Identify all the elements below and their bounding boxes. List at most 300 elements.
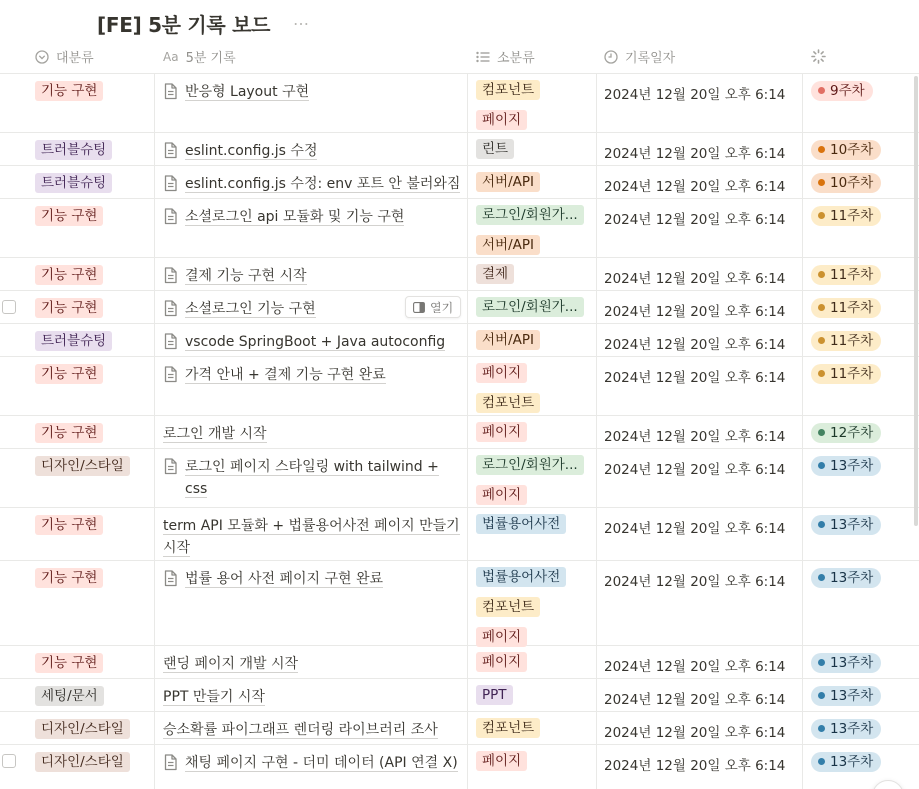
category-cell[interactable] (35, 567, 103, 588)
record-title-text: eslint.config.js 수정 (185, 143, 318, 159)
subcategory-cell[interactable] (476, 363, 540, 417)
subcategory-cell[interactable] (476, 685, 513, 709)
document-icon (163, 333, 178, 354)
table-row[interactable] (0, 291, 919, 324)
status-dot-icon (818, 574, 825, 581)
record-name-cell[interactable] (163, 456, 461, 500)
category-cell[interactable] (35, 652, 103, 673)
week-status-badge (811, 719, 881, 739)
week-label: 9주차 (830, 83, 865, 99)
record-title (185, 173, 460, 195)
document-icon (163, 83, 178, 104)
subcategory-cell[interactable] (476, 422, 527, 446)
subcategory-tag-wrap (476, 597, 566, 621)
column-divider (154, 449, 155, 507)
subcategory-tag-wrap (476, 172, 540, 196)
open-page-button[interactable] (405, 296, 461, 318)
record-title (163, 719, 438, 741)
week-status-badge (811, 686, 881, 706)
subcategory-cell[interactable] (476, 297, 584, 321)
column-label-subcategory: 소분류 (497, 51, 535, 66)
week-status-cell[interactable] (811, 330, 881, 351)
category-tag: 기능 구현 (35, 265, 103, 285)
subcategory-cell[interactable] (476, 718, 540, 742)
category-cell[interactable] (35, 455, 130, 476)
table-row[interactable] (0, 561, 919, 646)
document-icon (163, 175, 178, 196)
status-dot-icon (818, 337, 825, 344)
status-dot-icon (818, 429, 825, 436)
week-status-badge (811, 364, 881, 384)
record-name-cell[interactable] (163, 81, 461, 104)
status-dot-icon (818, 758, 825, 765)
status-dot-icon (818, 146, 825, 153)
status-dot-icon (818, 659, 825, 666)
table-row[interactable] (0, 133, 919, 166)
row-select-checkbox[interactable] (2, 300, 16, 314)
column-divider (596, 291, 597, 323)
record-date[interactable]: 2024년 12월 20일 오후 6:14 (604, 462, 786, 478)
week-status-cell[interactable] (811, 751, 881, 772)
week-status-badge (811, 298, 881, 318)
record-date[interactable]: 2024년 12월 20일 오후 6:14 (604, 146, 786, 162)
column-divider (596, 679, 597, 711)
subcategory-cell[interactable] (476, 172, 540, 196)
subcategory-tag-wrap (476, 514, 566, 538)
subcategory-tag: 결제 (476, 264, 514, 284)
document-icon (163, 300, 178, 321)
category-cell[interactable] (35, 751, 130, 772)
document-icon (163, 754, 178, 775)
week-status-cell[interactable] (811, 205, 881, 226)
record-name-cell[interactable] (163, 140, 461, 163)
record-date[interactable]: 2024년 12월 20일 오후 6:14 (604, 337, 786, 353)
subcategory-tag: 로그인/회원가... (476, 455, 584, 475)
subcategory-tag-wrap (476, 264, 514, 288)
category-cell[interactable] (35, 297, 103, 318)
column-divider (154, 133, 155, 165)
record-title-text: 법률 용어 사전 페이지 구현 완료 (185, 571, 384, 587)
subcategory-tag: 컴포넌트 (476, 718, 540, 738)
table-row[interactable] (0, 508, 919, 561)
column-divider (467, 745, 468, 789)
subcategory-tag: 서버/API (476, 330, 540, 350)
category-tag: 트러블슈팅 (35, 140, 112, 160)
record-date[interactable]: 2024년 12월 20일 오후 6:14 (604, 758, 786, 774)
week-label: 13주차 (830, 517, 874, 533)
week-status-cell[interactable] (811, 422, 881, 443)
column-divider (802, 324, 803, 356)
subcategory-cell[interactable] (476, 455, 584, 509)
record-name-cell[interactable] (163, 331, 461, 354)
record-title-text: 가격 안내 + 결제 기능 구현 완료 (185, 367, 386, 383)
column-divider (596, 449, 597, 507)
column-header-date[interactable] (604, 40, 675, 73)
record-date[interactable]: 2024년 12월 20일 오후 6:14 (604, 521, 786, 537)
column-divider (467, 199, 468, 257)
subcategory-cell[interactable] (476, 80, 540, 134)
category-cell[interactable] (35, 330, 112, 351)
document-icon (163, 208, 178, 229)
record-title (185, 265, 307, 287)
category-tag: 트러블슈팅 (35, 331, 112, 351)
column-divider (467, 449, 468, 507)
status-dot-icon (818, 692, 825, 699)
column-divider (154, 291, 155, 323)
subcategory-cell[interactable] (476, 205, 584, 259)
status-dot-icon (818, 212, 825, 219)
vertical-scrollbar[interactable] (914, 76, 918, 526)
record-title (163, 653, 298, 675)
subcategory-tag-wrap (476, 330, 540, 354)
column-divider (596, 199, 597, 257)
week-status-badge (811, 173, 881, 193)
week-label: 11주차 (830, 300, 874, 316)
subcategory-tag: 서버/API (476, 172, 540, 192)
subcategory-tag: 페이지 (476, 627, 527, 647)
subcategory-tag-wrap (476, 685, 513, 709)
record-title (163, 423, 267, 445)
column-divider (154, 679, 155, 711)
subcategory-tag: 페이지 (476, 485, 527, 505)
record-title-text: term API 모듈화 + 법률용어사전 페이지 만들기 시작 (163, 518, 460, 556)
column-divider (467, 712, 468, 744)
subcategory-tag: 페이지 (476, 652, 527, 672)
week-status-cell[interactable] (811, 514, 881, 535)
category-tag: 기능 구현 (35, 298, 103, 318)
list-icon (476, 51, 490, 63)
column-divider (802, 291, 803, 323)
record-date[interactable]: 2024년 12월 20일 오후 6:14 (604, 659, 786, 675)
week-status-cell[interactable] (811, 567, 881, 588)
week-status-badge (811, 653, 881, 673)
week-label: 13주차 (830, 754, 874, 770)
week-status-badge (811, 568, 881, 588)
subcategory-tag: 로그인/회원가... (476, 297, 584, 317)
category-cell[interactable] (35, 685, 104, 706)
week-status-cell[interactable] (811, 363, 881, 384)
week-label: 13주차 (830, 721, 874, 737)
table-header (0, 40, 919, 74)
record-title (163, 686, 265, 708)
record-name-cell[interactable] (163, 752, 461, 775)
column-divider (802, 357, 803, 415)
column-divider (154, 508, 155, 560)
column-divider (467, 508, 468, 560)
record-date[interactable]: 2024년 12월 20일 오후 6:14 (604, 271, 786, 287)
column-divider (596, 357, 597, 415)
subcategory-tag-wrap (476, 422, 527, 446)
record-title-text: 랜딩 페이지 개발 시작 (163, 656, 299, 672)
column-label-category: 대분류 (56, 51, 94, 66)
subcategory-cell[interactable] (476, 751, 527, 775)
record-title (185, 568, 383, 590)
document-icon (163, 142, 178, 163)
week-status-badge (811, 265, 881, 285)
column-divider (467, 324, 468, 356)
record-name-cell[interactable] (163, 173, 461, 196)
week-status-cell[interactable] (811, 718, 881, 739)
more-options-icon[interactable]: … (293, 10, 310, 29)
record-title (185, 331, 445, 353)
record-title (163, 515, 461, 559)
subcategory-tag: 린트 (476, 139, 514, 159)
column-divider (596, 561, 597, 645)
column-divider (802, 258, 803, 290)
column-divider (154, 258, 155, 290)
table-row[interactable] (0, 324, 919, 357)
subcategory-tag: 컴포넌트 (476, 597, 540, 617)
category-cell[interactable] (35, 172, 112, 193)
category-tag: 기능 구현 (35, 423, 103, 443)
subcategory-tag: 법률용어사전 (476, 514, 566, 534)
table-row[interactable] (0, 449, 919, 508)
document-icon (163, 570, 178, 591)
record-title (185, 298, 316, 320)
column-divider (802, 712, 803, 744)
week-status-badge (811, 456, 881, 476)
table-row[interactable] (0, 357, 919, 416)
subcategory-tag-wrap (476, 485, 584, 509)
subcategory-tag-wrap (476, 751, 527, 775)
subcategory-tag-wrap (476, 652, 527, 676)
column-divider (467, 561, 468, 645)
table-row[interactable] (0, 745, 919, 789)
week-label: 12주차 (830, 425, 874, 441)
row-select-checkbox[interactable] (2, 754, 16, 768)
subcategory-tag-wrap (476, 567, 566, 591)
subcategory-tag-wrap (476, 80, 540, 104)
week-label: 11주차 (830, 366, 874, 382)
column-header-category[interactable] (35, 40, 94, 73)
table-row[interactable] (0, 166, 919, 199)
subcategory-tag: 페이지 (476, 363, 527, 383)
column-divider (154, 416, 155, 448)
subcategory-tag: 컴포넌트 (476, 80, 540, 100)
table-row[interactable] (0, 712, 919, 745)
week-label: 11주차 (830, 333, 874, 349)
column-header-subcategory[interactable] (476, 40, 535, 73)
category-tag: 기능 구현 (35, 206, 103, 226)
week-label: 13주차 (830, 458, 874, 474)
record-title (185, 81, 309, 103)
record-title (185, 140, 317, 162)
status-dot-icon (818, 87, 825, 94)
subcategory-tag-wrap (476, 110, 540, 134)
column-divider (802, 679, 803, 711)
table-row[interactable] (0, 199, 919, 258)
category-cell[interactable] (35, 514, 103, 535)
column-divider (467, 291, 468, 323)
column-divider (802, 508, 803, 560)
category-cell[interactable] (35, 139, 112, 160)
category-cell[interactable] (35, 205, 103, 226)
record-date[interactable]: 2024년 12월 20일 오후 6:14 (604, 179, 786, 195)
subcategory-cell[interactable] (476, 567, 566, 651)
record-name-cell[interactable] (163, 206, 461, 229)
week-status-badge (811, 423, 881, 443)
page-title[interactable]: [FE] 5분 기록 보드 (97, 13, 271, 37)
column-divider (802, 416, 803, 448)
column-divider (154, 745, 155, 789)
column-divider (596, 646, 597, 678)
record-date[interactable]: 2024년 12월 20일 오후 6:14 (604, 304, 786, 320)
column-divider (802, 74, 803, 132)
column-divider (596, 74, 597, 132)
column-header-week[interactable] (811, 40, 833, 73)
record-title-text: 로그인 개발 시작 (163, 426, 267, 442)
record-title-text: 승소확률 파이그래프 렌더링 라이브러리 조사 (163, 722, 438, 738)
record-title (185, 752, 458, 774)
record-title-text: PPT 만들기 시작 (163, 689, 265, 705)
record-name-cell[interactable] (163, 686, 461, 708)
column-divider (467, 166, 468, 198)
column-divider (596, 258, 597, 290)
week-status-cell[interactable] (811, 80, 873, 101)
week-label: 13주차 (830, 655, 874, 671)
subcategory-tag: 법률용어사전 (476, 567, 566, 587)
record-date[interactable]: 2024년 12월 20일 오후 6:14 (604, 725, 786, 741)
category-tag: 트러블슈팅 (35, 173, 112, 193)
week-status-badge (811, 140, 881, 160)
column-divider (596, 133, 597, 165)
week-status-cell[interactable] (811, 297, 881, 318)
subcategory-tag-wrap (476, 363, 540, 387)
record-date[interactable]: 2024년 12월 20일 오후 6:14 (604, 692, 786, 708)
record-title-text: 소셜로그인 api 모듈화 및 기능 구현 (185, 209, 405, 225)
column-divider (154, 646, 155, 678)
subcategory-tag: 컴포넌트 (476, 393, 540, 413)
document-icon (163, 366, 178, 387)
week-status-cell[interactable] (811, 139, 881, 160)
subcategory-cell[interactable] (476, 652, 527, 676)
column-divider (596, 166, 597, 198)
table-row[interactable] (0, 416, 919, 449)
week-label: 10주차 (830, 142, 874, 158)
column-divider (467, 646, 468, 678)
open-button-label: 열기 (430, 300, 454, 315)
table-row[interactable] (0, 679, 919, 712)
table-row[interactable] (0, 74, 919, 133)
select-icon (35, 50, 49, 64)
record-name-cell[interactable] (163, 568, 461, 591)
column-divider (154, 324, 155, 356)
week-status-cell[interactable] (811, 652, 881, 673)
week-status-badge (811, 331, 881, 351)
column-divider (802, 199, 803, 257)
category-tag: 디자인/스타일 (35, 752, 130, 772)
status-dot-icon (818, 370, 825, 377)
column-divider (802, 745, 803, 789)
column-divider (467, 133, 468, 165)
subcategory-tag: PPT (476, 685, 513, 705)
record-name-cell[interactable] (163, 719, 461, 741)
record-name-cell[interactable] (163, 265, 461, 288)
status-dot-icon (818, 462, 825, 469)
column-divider (596, 508, 597, 560)
category-cell[interactable] (35, 718, 130, 739)
record-title (185, 456, 461, 500)
category-tag: 기능 구현 (35, 568, 103, 588)
subcategory-cell[interactable] (476, 514, 566, 538)
document-icon (163, 458, 178, 479)
column-divider (154, 561, 155, 645)
subcategory-tag-wrap (476, 205, 584, 229)
week-status-cell[interactable] (811, 455, 881, 476)
column-divider (467, 416, 468, 448)
week-status-cell[interactable] (811, 172, 881, 193)
table-row[interactable] (0, 646, 919, 679)
record-title (185, 206, 404, 228)
category-cell[interactable] (35, 80, 103, 101)
category-tag: 기능 구현 (35, 81, 103, 101)
week-label: 10주차 (830, 175, 874, 191)
subcategory-tag-wrap (476, 297, 584, 321)
week-status-cell[interactable] (811, 685, 881, 706)
record-name-cell[interactable] (163, 515, 461, 559)
column-divider (596, 324, 597, 356)
subcategory-tag: 페이지 (476, 751, 527, 771)
category-cell[interactable] (35, 422, 103, 443)
table-row[interactable] (0, 258, 919, 291)
week-status-badge (811, 515, 881, 535)
week-status-badge (811, 752, 881, 772)
record-title (185, 364, 386, 386)
subcategory-cell[interactable] (476, 264, 514, 288)
record-date[interactable]: 2024년 12월 20일 오후 6:14 (604, 574, 786, 590)
record-date[interactable]: 2024년 12월 20일 오후 6:14 (604, 87, 786, 103)
record-date[interactable]: 2024년 12월 20일 오후 6:14 (604, 370, 786, 386)
category-cell[interactable] (35, 264, 103, 285)
week-label: 11주차 (830, 267, 874, 283)
subcategory-tag-wrap (476, 139, 514, 163)
record-name-cell[interactable] (163, 653, 461, 675)
record-title-text: eslint.config.js 수정: env 포트 안 불러와짐 (185, 176, 461, 192)
column-divider (154, 166, 155, 198)
category-tag: 디자인/스타일 (35, 719, 130, 739)
column-divider (467, 74, 468, 132)
column-divider (596, 416, 597, 448)
subcategory-tag: 페이지 (476, 422, 527, 442)
week-label: 11주차 (830, 208, 874, 224)
record-name-cell[interactable] (163, 423, 461, 445)
category-tag: 기능 구현 (35, 364, 103, 384)
status-dot-icon (818, 271, 825, 278)
subcategory-tag: 서버/API (476, 235, 540, 255)
column-divider (802, 166, 803, 198)
side-peek-icon (413, 302, 425, 313)
category-cell[interactable] (35, 363, 103, 384)
category-tag: 디자인/스타일 (35, 456, 130, 476)
record-title-text: 소셜로그인 기능 구현 (185, 301, 316, 317)
record-title-text: 로그인 페이지 스타일링 with tailwind + css (185, 459, 439, 497)
record-name-cell[interactable] (163, 364, 461, 387)
status-dot-icon (818, 521, 825, 528)
record-date[interactable]: 2024년 12월 20일 오후 6:14 (604, 429, 786, 445)
subcategory-cell[interactable] (476, 330, 540, 354)
week-status-cell[interactable] (811, 264, 881, 285)
week-label: 13주차 (830, 570, 874, 586)
subcategory-tag-wrap (476, 235, 584, 259)
record-date[interactable]: 2024년 12월 20일 오후 6:14 (604, 212, 786, 228)
record-title-text: vscode SpringBoot + Java autoconfig (185, 334, 446, 350)
column-divider (802, 133, 803, 165)
column-header-name[interactable] (163, 40, 236, 73)
subcategory-tag: 페이지 (476, 110, 527, 130)
category-tag: 기능 구현 (35, 515, 103, 535)
column-divider (802, 646, 803, 678)
subcategory-cell[interactable] (476, 139, 514, 163)
